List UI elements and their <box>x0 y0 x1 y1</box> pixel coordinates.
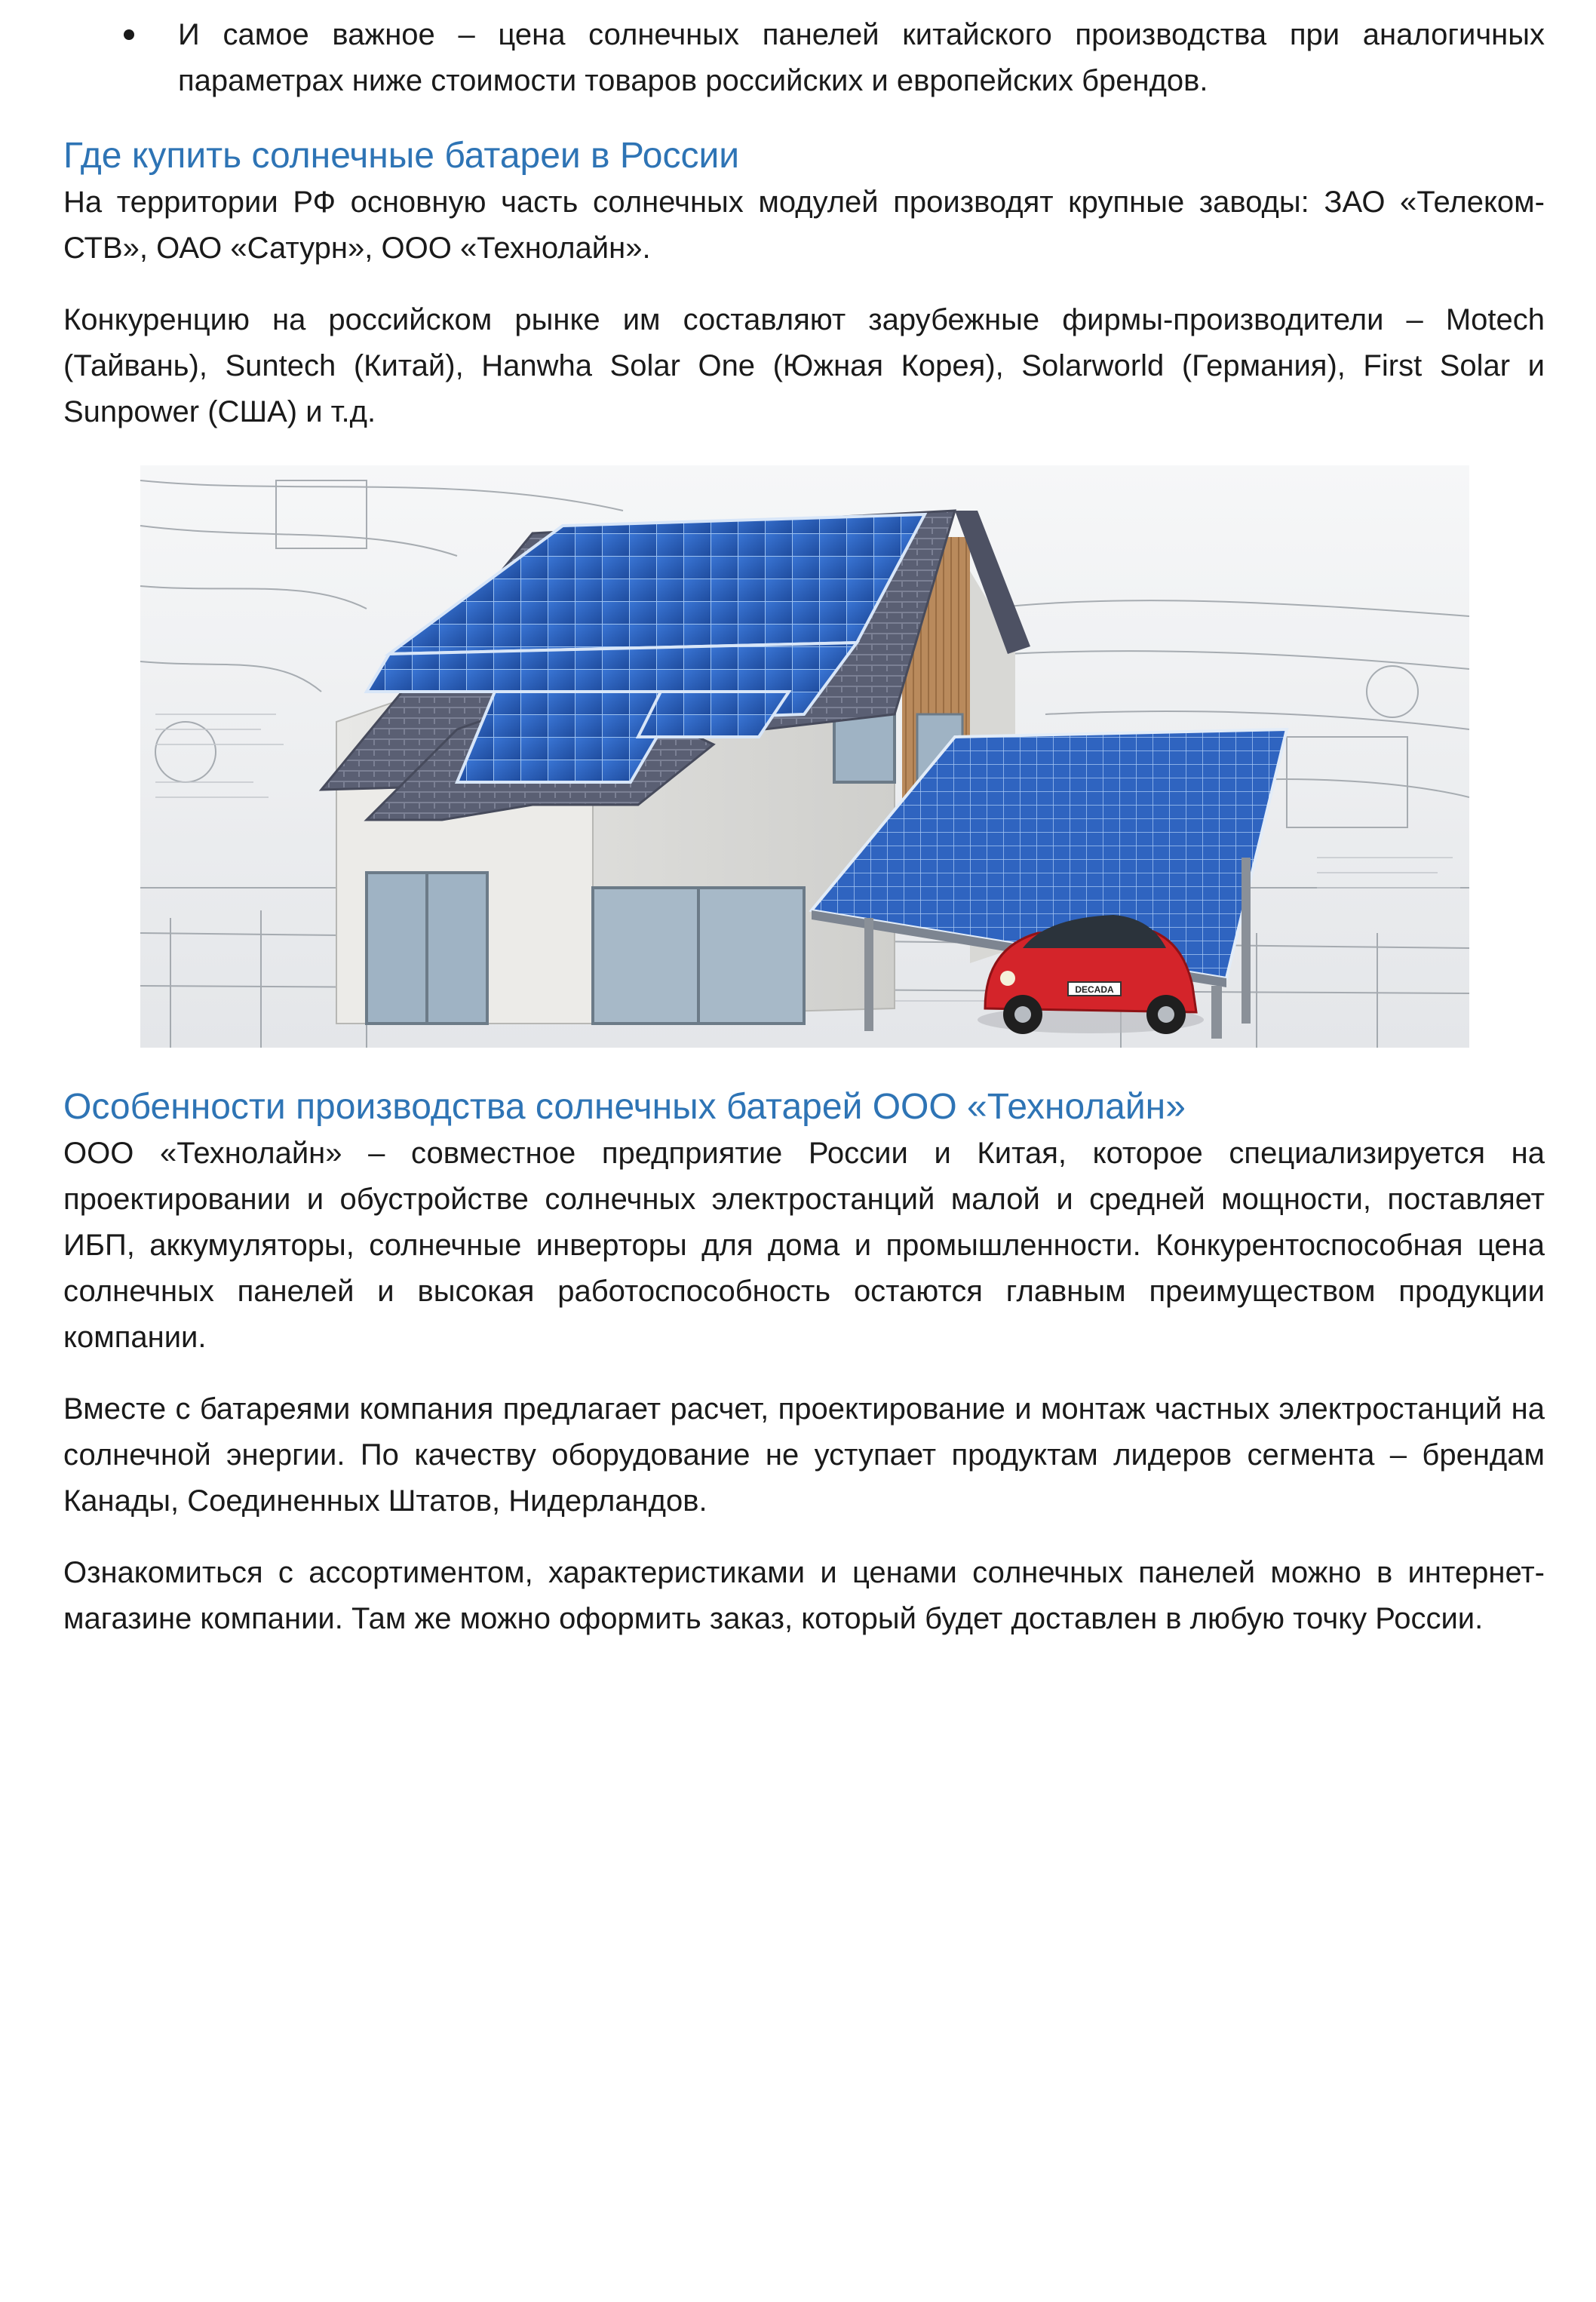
paragraph-company: ООО «Технолайн» – совместное предприятие России и Китая, которое специализируется на проектировании и обустройстве солнечных электростанций малой и средней мощности, поставляет ИБП, аккумуляторы, солнечные инверторы для дома и промышленности. Конкурентоспособная цена солнечных панелей и высокая работоспособность остаются главным преимуществом продукции компании. <box>63 1137 1545 1354</box>
paragraph-manufacturers: На территории РФ основную часть солнечных модулей производят крупные заводы: ЗАО «Телеком-СТВ», ОАО «Сатурн», ООО «Технолайн». <box>63 186 1545 265</box>
paragraph-services: Вместе с батареями компания предлагает расчет, проектирование и монтаж частных электростанций на солнечной энергии. По качеству оборудование не уступает продуктам лидеров сегмента – брендам Канады, Соединенных Штатов, Нидерландов. <box>63 1392 1545 1518</box>
bullet-text: И самое важное – цена солнечных панелей китайского производства при аналогичных параметрах ниже стоимости товаров российских и европейских брендов. <box>178 18 1545 97</box>
paragraph-competitors: Конкуренцию на российском рынке им составляют зарубежные фирмы-производители – Motech (Тайвань), Suntech (Китай), Hanwha Solar One (Южная Корея), Solarworld (Германия), First Solar и Sunpower (США) и т.д. <box>63 303 1545 428</box>
list-item <box>178 12 1545 104</box>
solar-house-image <box>140 465 1469 1048</box>
bullet-icon <box>124 29 134 40</box>
section-heading-where-to-buy: Где купить солнечные батареи в России <box>63 136 740 176</box>
solar-house-illustration <box>140 465 1469 1048</box>
document-page <box>63 0 1545 1642</box>
paragraph-shop: Ознакомиться с ассортиментом, характеристиками и ценами солнечных панелей можно в интернет-магазине компании. Там же можно оформить заказ, который будет доставлен в любую точку России. <box>63 1556 1545 1635</box>
bullet-list <box>63 12 1545 104</box>
section-heading-features: Особенности производства солнечных батарей ООО «Технолайн» <box>63 1087 1186 1127</box>
car-plate-text: DECADA <box>1075 984 1114 995</box>
